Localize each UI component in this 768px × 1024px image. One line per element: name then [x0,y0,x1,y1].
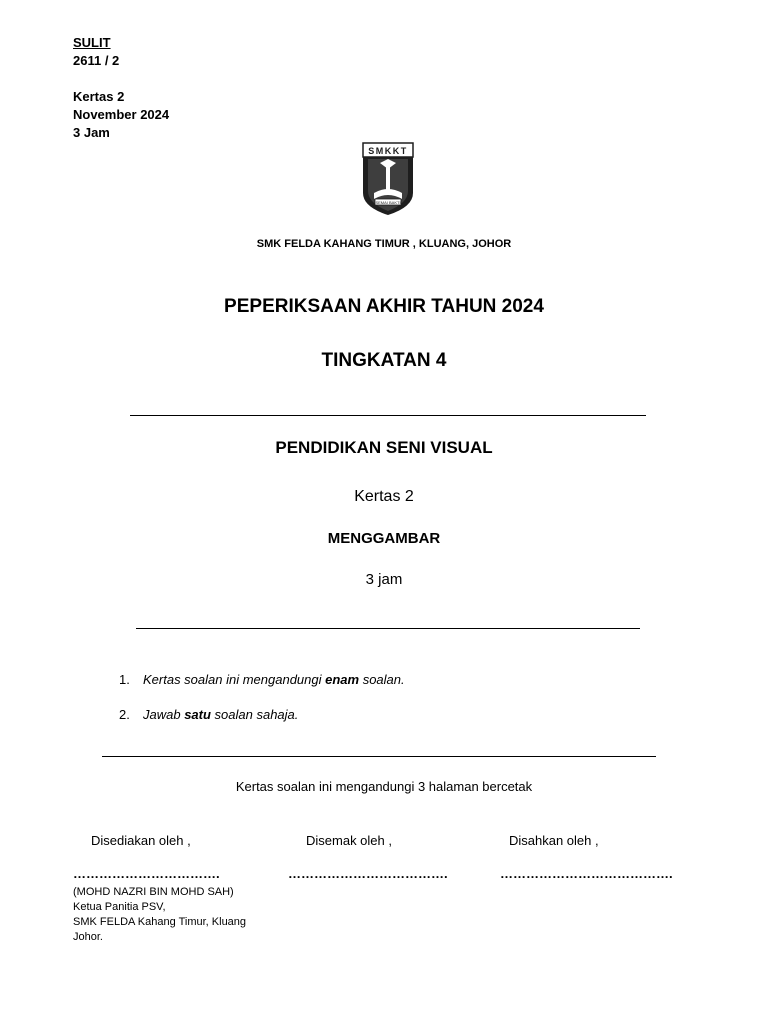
header-date: November 2024 [73,107,170,122]
header-paper: Kertas 2 [73,89,125,104]
instruction-text: Kertas soalan ini mengandungi [143,672,326,687]
prepared-signature-line: ……………………………. [73,866,220,881]
time-label: 3 jam [365,571,403,588]
preparer-role: Ketua Panitia PSV, [73,901,166,913]
header-block [73,34,119,70]
form-level: TINGKATAN 4 [321,350,447,371]
instruction-text-end: soalan. [359,672,405,687]
preparer-name: (MOHD NAZRI BIN MOHD SAH) [73,886,234,898]
instruction-number: 1. [119,672,130,687]
preparer-details [73,885,263,945]
divider-bottom [102,756,656,757]
logo-text: SMKKT [368,146,408,156]
subject-title: PENDIDIKAN SENI VISUAL [275,438,493,457]
instruction-number: 2. [119,707,130,722]
school-logo [360,141,416,217]
paper-label: Kertas 2 [354,488,414,505]
instruction-item-1 [119,671,405,689]
prepared-by-label: Disediakan oleh , [91,833,191,848]
instruction-text: Jawab [143,707,185,722]
exam-title: PEPERIKSAAN AKHIR TAHUN 2024 [224,296,544,317]
preparer-org-2: Johor. [73,931,103,943]
instruction-emphasis: satu [184,707,211,722]
approved-signature-line: …………………………………. [500,866,673,881]
logo-banner-text: SEMAI BAKTI [375,200,401,205]
header-duration: 3 Jam [73,125,110,140]
divider-middle [136,628,640,629]
component-label: MENGGAMBAR [327,530,441,547]
school-name: SMK FELDA KAHANG TIMUR , KLUANG, JOHOR [256,238,512,250]
paper-code: 2611 / 2 [73,53,120,68]
classification-label: SULIT [73,35,111,50]
checked-by-label: Disemak oleh , [306,833,392,848]
preparer-org: SMK FELDA Kahang Timur, Kluang [73,916,247,928]
instruction-text-end: soalan sahaja. [210,707,299,722]
page-count-note: Kertas soalan ini mengandungi 3 halaman bercetak [235,779,533,794]
divider-top [130,415,646,416]
header-meta [73,88,169,142]
instruction-emphasis: enam [325,672,360,687]
approved-by-label: Disahkan oleh , [509,833,599,848]
instruction-item-2 [119,706,298,724]
checked-signature-line: ………………………………. [288,866,448,881]
school-crest-icon [360,141,416,217]
